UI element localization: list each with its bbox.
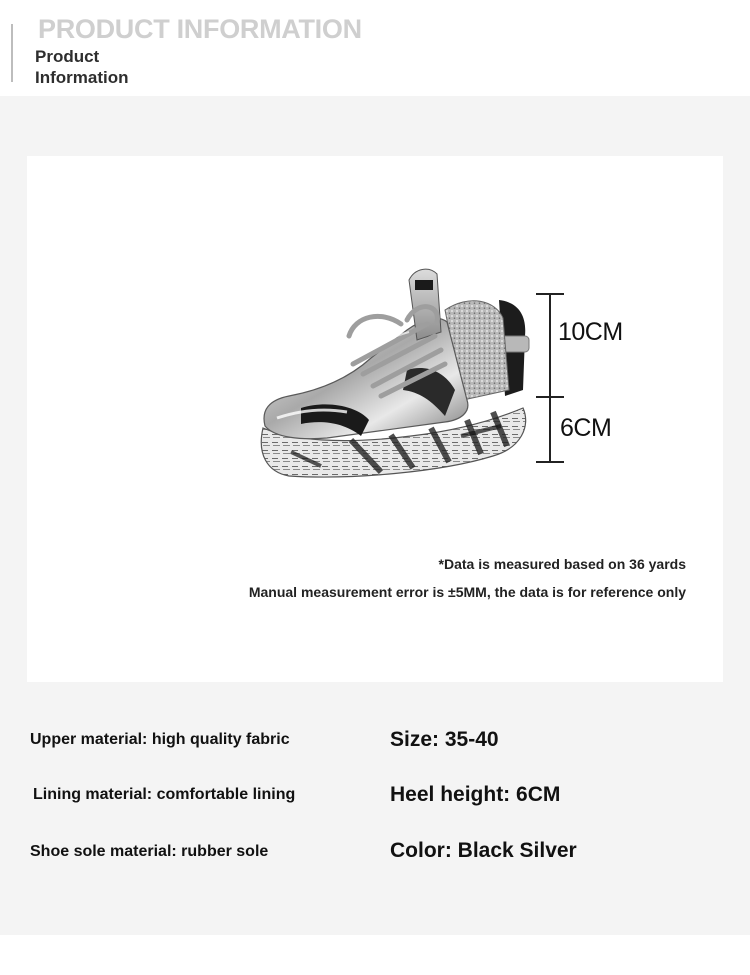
sneaker-image <box>231 240 531 500</box>
spec-size: Size: 35-40 <box>390 728 499 751</box>
page-header <box>0 0 750 96</box>
measurement-error-note: Manual measurement error is ±5MM, the data is for reference only <box>248 584 686 600</box>
spec-sole-material: Shoe sole material: rubber sole <box>30 843 269 860</box>
spec-color: Color: Black Silver <box>390 839 577 862</box>
header-title-large: PRODUCT INFORMATION <box>38 14 362 44</box>
measurement-upper-label: 10CM <box>558 318 623 346</box>
measurement-note: *Data is measured based on 36 yards <box>438 556 686 572</box>
ruler-line <box>549 294 551 462</box>
header-title-small: Product Information <box>35 46 143 88</box>
header-accent-bar <box>11 24 13 82</box>
spec-heel-height: Heel height: 6CM <box>390 783 561 806</box>
spec-upper-material: Upper material: high quality fabric <box>30 731 290 748</box>
product-image-panel <box>27 156 723 682</box>
ruler-tick-top <box>536 293 564 295</box>
ruler-tick-bottom <box>536 461 564 463</box>
product-info-section <box>0 96 750 935</box>
spec-lining-material: Lining material: comfortable lining <box>33 786 296 803</box>
ruler-tick-middle <box>536 396 564 398</box>
measurement-heel-label: 6CM <box>560 414 612 442</box>
